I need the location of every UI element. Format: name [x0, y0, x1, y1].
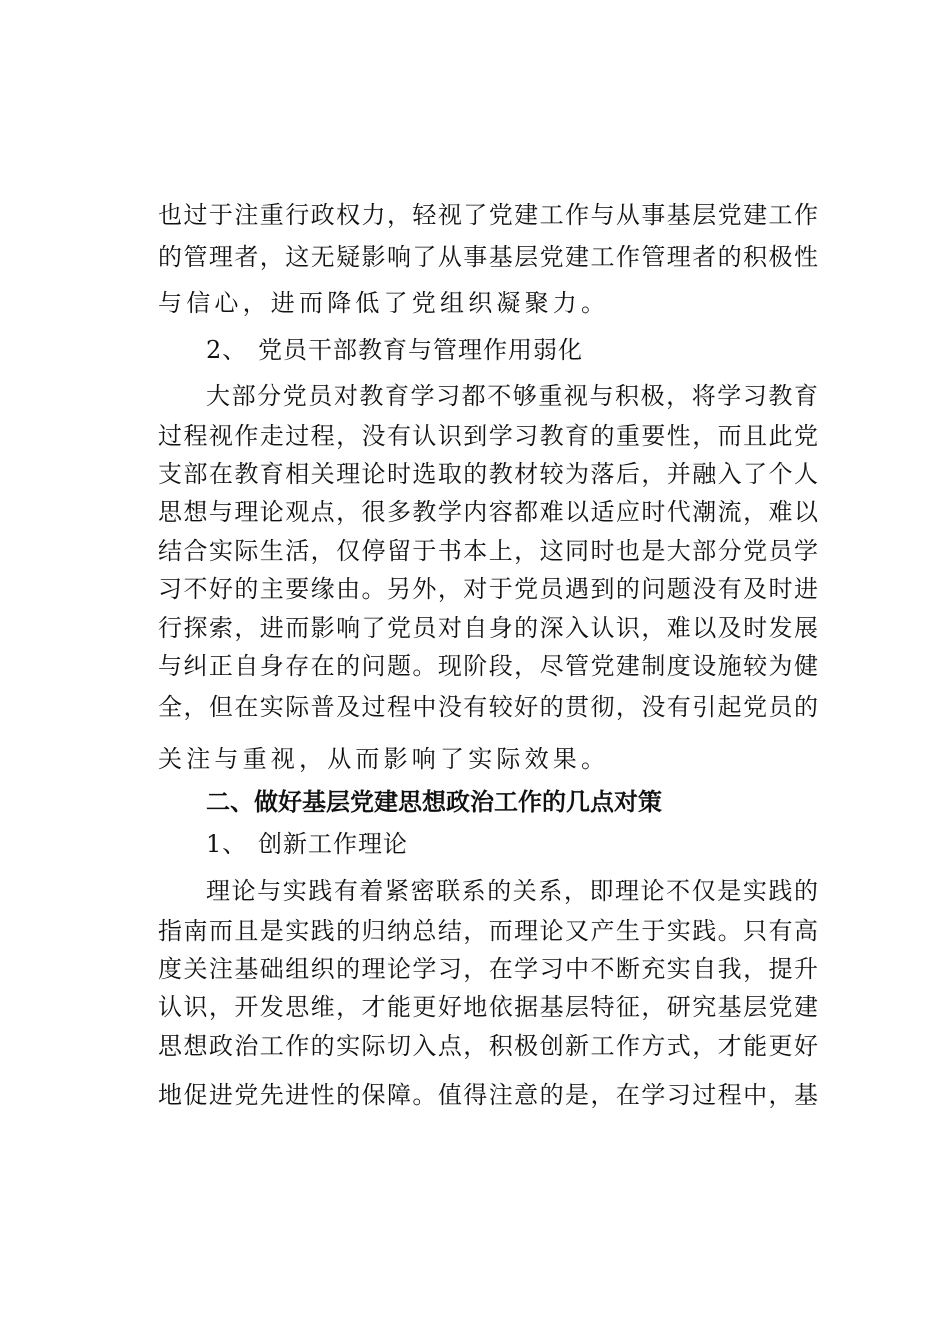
paragraph-line: 大部分党员对教育学习都不够重视与积极，将学习教育	[206, 382, 818, 410]
paragraph-line: 习不好的主要缘由。另外，对于党员遇到的问题没有及时进	[158, 575, 818, 603]
paragraph-line: 度关注基础组织的理论学习，在学习中不断充实自我，提升	[158, 955, 818, 983]
paragraph-line: 与纠正自身存在的问题。现阶段，尽管党建制度设施较为健	[158, 652, 818, 680]
paragraph-line: 过程视作走过程，没有认识到学习教育的重要性，而且此党	[158, 422, 818, 450]
subheading-title: 创新工作理论	[258, 830, 408, 858]
paragraph-line: 也过于注重行政权力，轻视了党建工作与从事基层党建工作	[158, 201, 818, 229]
paragraph-line: 结合实际生活，仅停留于书本上，这同时也是大部分党员学	[158, 537, 818, 565]
paragraph-line: 理论与实践有着紧密联系的关系，即理论不仅是实践的	[206, 877, 818, 905]
paragraph-line: 的管理者，这无疑影响了从事基层党建工作管理者的积极性	[158, 243, 818, 271]
paragraph-line: 支部在教育相关理论时选取的教材较为落后，并融入了个人	[158, 460, 818, 488]
paragraph-line: 行探索，进而影响了党员对自身的深入认识，难以及时发展	[158, 614, 818, 642]
subheading-2	[206, 335, 583, 365]
paragraph-line: 地促进党先进性的保障。值得注意的是，在学习过程中，基	[158, 1081, 818, 1109]
section-heading: 二、做好基层党建思想政治工作的几点对策	[206, 788, 662, 816]
paragraph-line: 指南而且是实践的归纳总结，而理论又产生于实践。只有高	[158, 917, 818, 945]
subheading-1	[206, 829, 408, 859]
paragraph-line: 思想与理论观点，很多教学内容都难以适应时代潮流，难以	[158, 498, 818, 526]
subheading-number: 1、	[206, 830, 248, 858]
subheading-title: 党员干部教育与管理作用弱化	[258, 336, 583, 364]
subheading-number: 2、	[206, 336, 248, 364]
paragraph-line: 全，但在实际普及过程中没有较好的贯彻，没有引起党员的	[158, 693, 818, 721]
paragraph-line: 思想政治工作的实际切入点，积极创新工作方式，才能更好	[158, 1032, 818, 1060]
paragraph-line: 认识，开发思维，才能更好地依据基层特征，研究基层党建	[158, 993, 818, 1021]
paragraph-line: 关注与重视，从而影响了实际效果。	[158, 745, 610, 773]
paragraph-line: 与信心，进而降低了党组织凝聚力。	[158, 289, 610, 317]
